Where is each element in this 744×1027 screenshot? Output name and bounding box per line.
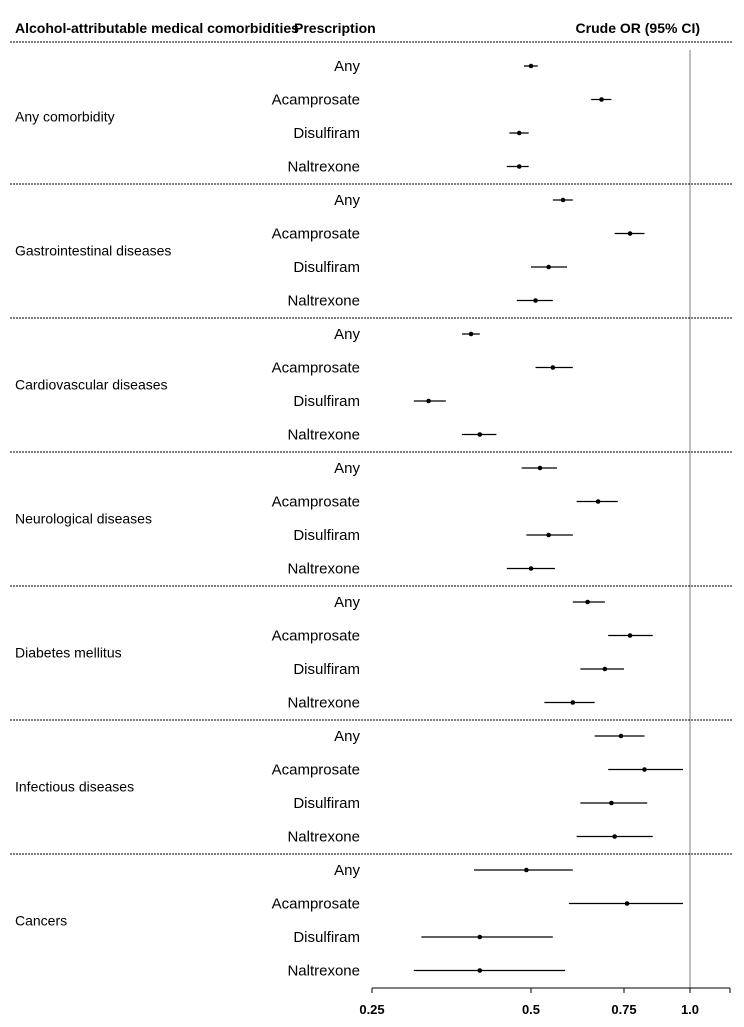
x-tick-label: 0.25 <box>359 1002 385 1017</box>
prescription-label: Naltrexone <box>287 560 360 578</box>
group-label: Any comorbidity <box>15 108 115 125</box>
prescription-label: Acamprosate <box>271 225 360 243</box>
prescription-label: Any <box>334 192 360 209</box>
prescription-label: Any <box>334 728 360 745</box>
point-estimate <box>609 801 614 806</box>
x-axis <box>359 988 730 1017</box>
prescription-label: Naltrexone <box>287 828 360 846</box>
point-estimate <box>529 566 534 571</box>
prescription-label: Disulfiram <box>293 795 360 812</box>
point-estimate <box>596 499 601 504</box>
point-estimate <box>561 198 566 203</box>
prescription-label: Any <box>334 460 360 477</box>
header-comorbidity: Alcohol-attributable medical comorbidities <box>15 20 299 36</box>
group-label: Cancers <box>15 912 68 929</box>
point-estimate <box>571 700 576 705</box>
prescription-label: Any <box>334 326 360 343</box>
group-label: Gastrointestinal diseases <box>15 242 172 259</box>
point-estimate <box>546 533 551 538</box>
prescription-label: Disulfiram <box>293 929 360 946</box>
group-label: Cardiovascular diseases <box>15 376 168 393</box>
prescription-label: Any <box>334 594 360 611</box>
prescription-label: Naltrexone <box>287 426 360 444</box>
group-label: Infectious diseases <box>15 778 135 795</box>
prescription-label: Disulfiram <box>293 259 360 276</box>
x-tick-label: 0.75 <box>611 1002 637 1017</box>
x-tick-label: 0.5 <box>521 1002 541 1017</box>
point-estimate <box>533 298 538 303</box>
point-estimate <box>529 64 534 69</box>
point-estimate <box>628 231 633 236</box>
point-estimate <box>538 466 543 471</box>
point-estimate <box>478 935 483 940</box>
point-estimate <box>426 399 431 404</box>
prescription-label: Any <box>334 58 360 75</box>
prescription-label: Naltrexone <box>287 694 360 712</box>
prescription-label: Disulfiram <box>293 661 360 678</box>
prescription-label: Acamprosate <box>271 627 360 645</box>
point-estimate <box>625 901 630 906</box>
group-label: Diabetes mellitus <box>15 644 122 661</box>
x-tick-label: 1.0 <box>680 1002 700 1017</box>
prescription-label: Naltrexone <box>287 158 360 176</box>
prescription-label: Acamprosate <box>271 91 360 109</box>
point-estimate <box>517 164 522 169</box>
prescription-label: Acamprosate <box>271 895 360 913</box>
point-estimate <box>619 734 624 739</box>
prescription-label: Acamprosate <box>271 359 360 377</box>
prescription-label: Any <box>334 862 360 879</box>
forest-rows <box>10 50 732 988</box>
prescription-label: Disulfiram <box>293 527 360 544</box>
prescription-label: Acamprosate <box>271 761 360 779</box>
point-estimate <box>551 365 556 370</box>
point-estimate <box>612 834 617 839</box>
prescription-label: Disulfiram <box>293 393 360 410</box>
point-estimate <box>478 432 483 437</box>
point-estimate <box>517 131 522 136</box>
prescription-label: Acamprosate <box>271 493 360 511</box>
point-estimate <box>628 633 633 638</box>
prescription-label: Naltrexone <box>287 292 360 310</box>
point-estimate <box>599 97 604 102</box>
header-prescription: Prescription <box>294 20 376 36</box>
point-estimate <box>585 600 590 605</box>
point-estimate <box>469 332 474 337</box>
header-effect: Crude OR (95% CI) <box>575 20 700 36</box>
group-label: Neurological diseases <box>15 510 152 527</box>
point-estimate <box>642 767 647 772</box>
point-estimate <box>524 868 529 873</box>
point-estimate <box>603 667 608 672</box>
point-estimate <box>478 968 483 973</box>
prescription-label: Disulfiram <box>293 125 360 142</box>
prescription-label: Naltrexone <box>287 962 360 980</box>
point-estimate <box>546 265 551 270</box>
